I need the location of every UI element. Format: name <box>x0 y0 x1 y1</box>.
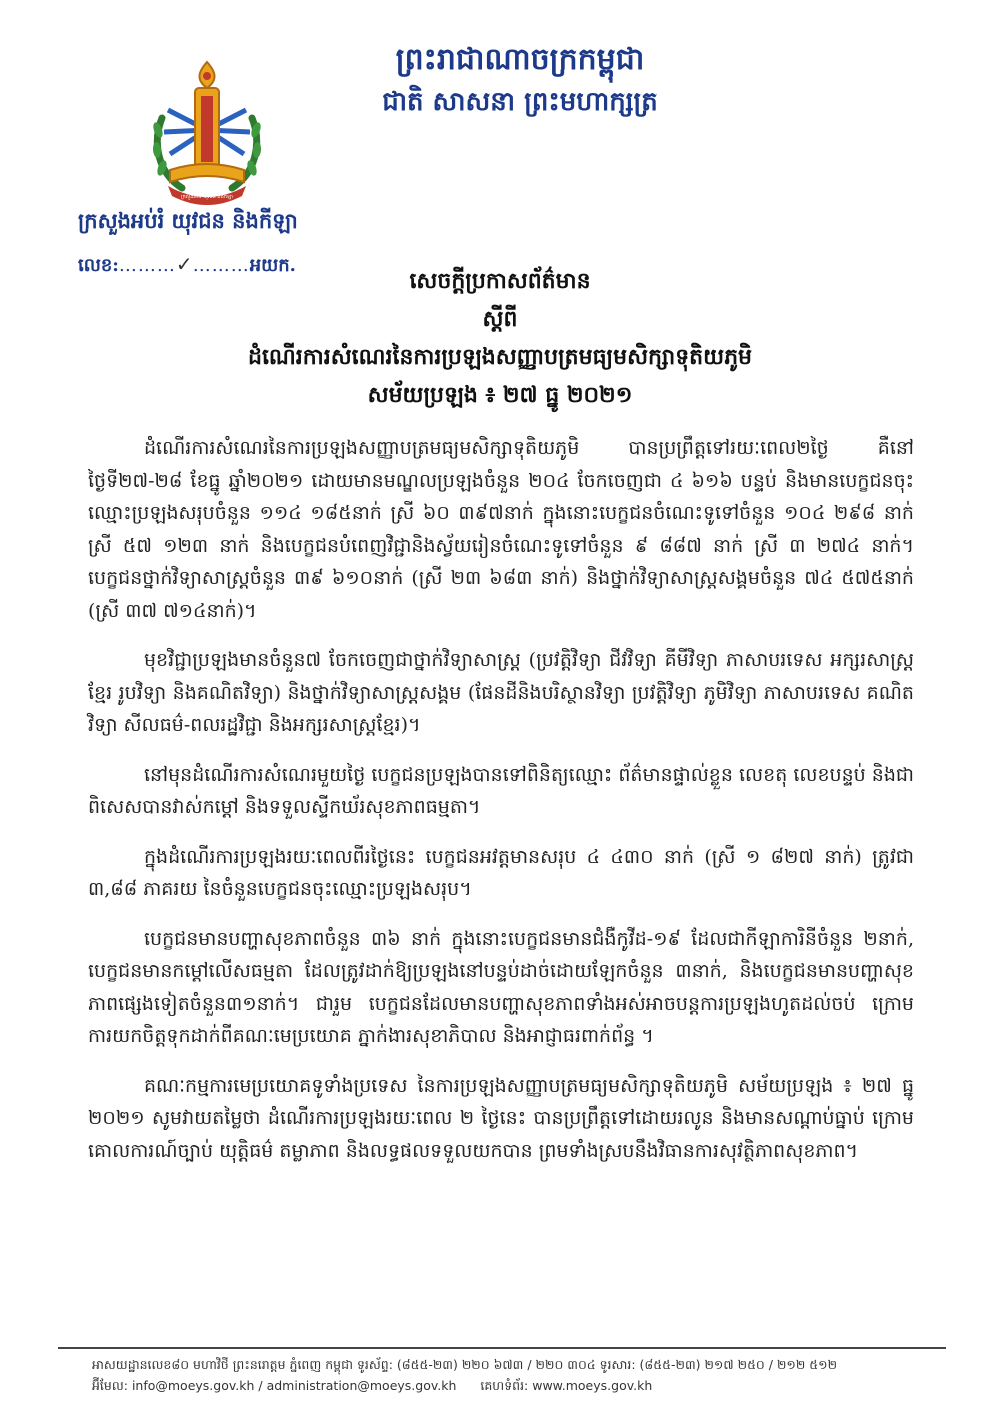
kingdom-header <box>300 38 740 122</box>
kingdom-name: ព្រះរាជាណាចក្រកម្ពុជា <box>395 42 645 77</box>
document-body <box>88 432 914 1184</box>
paragraph-pre-exam-check: នៅមុនដំណើរការសំណេរមួយថ្ងៃ បេក្ខជនប្រឡងបានទៅពិនិត្យឈ្មោះ ព័ត៌មានផ្ទាល់ខ្លួន លេខតុ លេខបន្ទប់ និងជាពិសេសបានវាស់កម្តៅ និងទទួលស្ទីកឃ័រសុខភាពធម្មតា។ <box>88 763 914 818</box>
footer-email-web <box>92 1375 942 1396</box>
checkmark-icon: ✓ <box>175 252 193 276</box>
email-label: អ៊ីមែល: <box>92 1378 128 1393</box>
title-announcement: សេចក្តីប្រកាសព័ត៌មាន <box>409 268 591 294</box>
ministry-name: ក្រសួងអប់រំ យុវជន និងកីឡា <box>78 208 298 233</box>
paragraph-health-issues: បេក្ខជនមានបញ្ហាសុខភាពចំនួន ៣៦ នាក់ ក្នុងនោះបេក្ខជនមានជំងឺកូវីដ-១៩ ដែលជាកីឡាការិនីចំនួន ២នាក់, បេក្ខជនមានកម្តៅលើសធម្មតា ដែលត្រូវដាក់ឱ្យប្រឡងនៅបន្ទប់ដាច់ដោយឡែកចំនួន ៣នាក់, និងបេក្ខជនមានបញ្ហាសុខភាពផ្សេងទៀតចំនួន៣១នាក់។ ជារួម បេក្ខជនដែលមានបញ្ហាសុខភាពទាំងអស់អាចបន្តការប្រឡងហូតដល់ចប់ ក្រោមការយកចិត្តទុកដាក់ពីគណៈមេប្រយោគ ភ្នាក់ងារសុខាភិបាល និងអាជ្ញាធរពាក់ព័ន្ធ ។ <box>88 927 914 1047</box>
ref-dots-right: ……… <box>192 255 250 276</box>
paragraph-assessment: គណៈកម្មការមេប្រយោគទូទាំងប្រទេស នៃការប្រឡងសញ្ញាបត្រមធ្យមសិក្សាទុតិយភូមិ សម័យប្រឡង ៖ ២៧ ធ្នូ ២០២១ សូមវាយតម្លៃថា ដំណើរការប្រឡងរយៈពេល ២ ថ្ងៃនេះ បានប្រព្រឹត្តទៅដោយរលូន និងមានសណ្តាប់ធ្នាប់ ក្រោមគោលការណ៍ច្បាប់ យុត្តិធម៌ តម្លាភាព និងលទ្ធផលទទួលយកបាន ព្រមទាំងស្របនឹងវិធានការសុវត្ថិភាពសុខភាព។ <box>88 1074 914 1162</box>
website-label: គេហទំព័រ: <box>480 1378 529 1393</box>
title-subject: ដំណើរការសំណេរនៃការប្រឡងសញ្ញាបត្រមធ្យមសិក្សាទុតិយភូមិ <box>247 344 753 370</box>
ministry-emblem-logo <box>148 58 266 208</box>
paragraph-exam-subjects: មុខវិជ្ជាប្រឡងមានចំនួន៧ ចែកចេញជាថ្នាក់វិទ្យាសាស្ត្រ (ប្រវត្តិវិទ្យា ជីវវិទ្យា គីមីវិទ្យា ភាសាបរទេស អក្សរសាស្ត្រខ្មែរ រូបវិទ្យា និងគណិតវិទ្យា) និងថ្នាក់វិទ្យាសាស្ត្រសង្គម (ផែនដីនិងបរិស្ថានវិទ្យា ប្រវត្តិវិទ្យា ភូមិវិទ្យា ភាសាបរទេស គណិតវិទ្យា សីលធម៌-ពលរដ្ឋវិជ្ជា និងអក្សរសាស្ត្រខ្មែរ)។ <box>88 649 914 736</box>
national-motto: ជាតិ សាសនា ព្រះមហាក្សត្រ <box>382 87 658 117</box>
ref-prefix: លេខ: <box>78 255 119 276</box>
footer-divider <box>58 1347 946 1349</box>
title-regarding: ស្តីពី <box>482 306 518 332</box>
footer-contact <box>92 1354 942 1396</box>
email-link[interactable]: info@moeys.gov.kh / administration@moeys.gov.kh <box>131 1378 457 1393</box>
paragraph-exam-overview: ដំណើរការសំណេរនៃការប្រឡងសញ្ញាបត្រមធ្យមសិក្សាទុតិយភូមិ បានប្រព្រឹត្តទៅរយៈពេល២ថ្ងៃ គឺនៅថ្ងៃទី២៧-២៨ ខែធ្នូ ឆ្នាំ២០២១ ដោយមានមណ្ឌលប្រឡងចំនួន ២០៤ ចែកចេញជា ៤ ៦១៦ បន្ទប់ និងមានបេក្ខជនចុះឈ្មោះប្រឡងសរុបចំនួន ១១៤ ១៨៥នាក់ ស្រី ៦០ ៣៩៧នាក់ ក្នុងនោះបេក្ខជនចំណេះទូទៅចំនួន ១០៤ ២៩៨ នាក់ ស្រី ៥៧ ១២៣ នាក់ និងបេក្ខជនបំពេញវិជ្ជានិងស្វ័យរៀនចំណេះទូទៅចំនួន ៩ ៨៨៧ នាក់ ស្រី ៣ ២៧៤ នាក់។ បេក្ខជនថ្នាក់វិទ្យាសាស្ត្រចំនួន ៣៩ ៦១០នាក់ (ស្រី ២៣ ៦៨៣ នាក់) និងថ្នាក់វិទ្យាសាស្ត្រសង្គមចំនួន ៧៤ ៥៧៥នាក់ (ស្រី ៣៧ ៧១៤នាក់)។ <box>88 437 914 622</box>
emblem-ribbon-text: ក្រសួងអប់រំ យុវជន និងកីឡា <box>180 194 234 200</box>
document-title <box>150 262 850 414</box>
website-link[interactable]: www.moeys.gov.kh <box>532 1378 653 1393</box>
ref-suffix: អយក. <box>249 255 296 276</box>
ref-dots-left: ……… <box>118 255 176 276</box>
title-session: សម័យប្រឡង ៖ ២៧ ធ្នូ ២០២១ <box>367 382 633 408</box>
paragraph-absence: ក្នុងដំណើរការប្រឡងរយៈពេលពីរថ្ងៃនេះ បេក្ខជនអវត្តមានសរុប ៤ ៤៣០ នាក់ (ស្រី ១ ៨២៧ នាក់) ត្រូវជា ៣,៨៨ ភាគរយ នៃចំនួនបេក្ខជនចុះឈ្មោះប្រឡងសរុប។ <box>88 845 914 900</box>
footer-address: អាសយដ្ឋានលេខ៨០ មហាវិថី ព្រះនរោត្តម ភ្នំពេញ កម្ពុជា ទូរស័ព្ទ: (៨៥៥-២៣) ២២០ ៦៧៣ / ២២០ ៣០៤ ទូរសារ: (៨៥៥-២៣) ២១៧ ២៥០ / ២១២ ៥១២ <box>92 1357 838 1372</box>
